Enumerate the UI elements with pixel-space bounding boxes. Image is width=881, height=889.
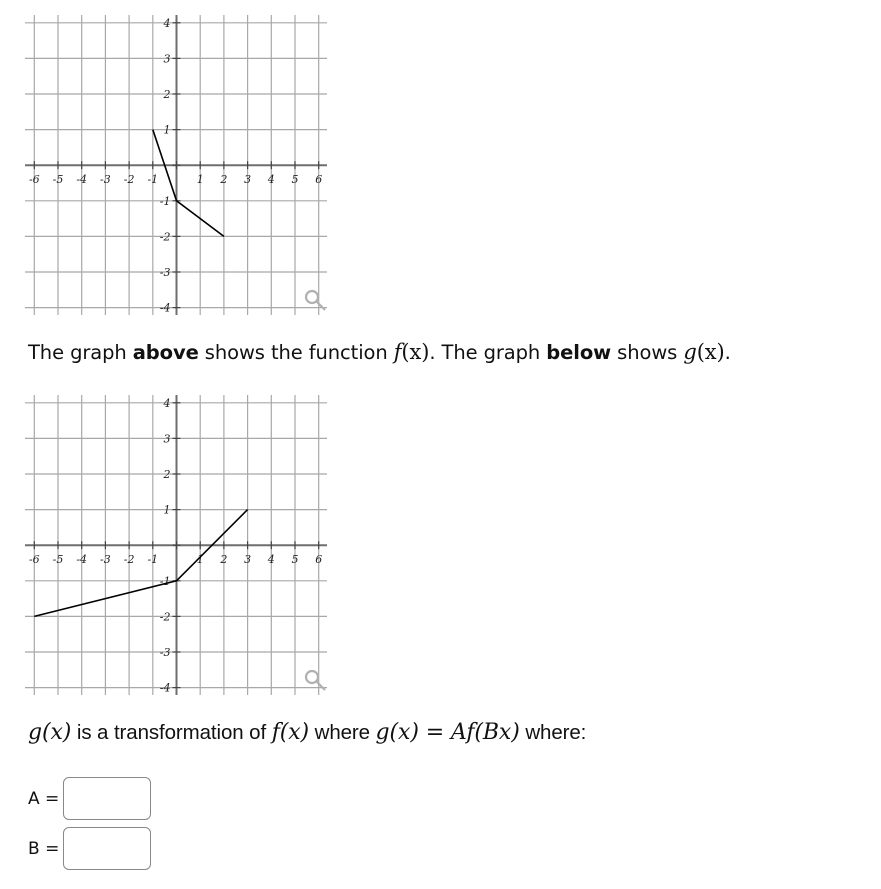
x-tick-label: -5: [52, 553, 64, 567]
x-tick-label: 1: [196, 173, 204, 187]
question-text-part: is a transformation of: [71, 721, 272, 744]
answer-label-a: A =: [28, 788, 60, 809]
math-g-x: [683, 340, 724, 364]
x-tick-label: -2: [123, 173, 135, 187]
answer-label-b: B =: [28, 838, 60, 859]
x-tick-label: -5: [52, 173, 64, 187]
y-tick-label: 2: [163, 468, 171, 481]
y-tick-label: -3: [159, 646, 171, 659]
x-tick-label: 5: [291, 173, 299, 187]
x-tick-label: 4: [267, 553, 275, 567]
y-tick-label: -2: [159, 230, 171, 244]
graph-g-canvas: [0, 380, 340, 710]
math-fn: g: [683, 340, 697, 364]
function-g-curve: [34, 510, 247, 617]
intro-text-part: .: [724, 341, 731, 364]
magnifier-handle: [317, 302, 326, 311]
x-tick-label: 1: [196, 553, 204, 567]
y-tick-label: 1: [163, 123, 171, 137]
y-tick-label: -4: [159, 681, 171, 695]
intro-text: [28, 340, 731, 364]
y-tick-label: 1: [163, 503, 171, 517]
x-tick-label: -4: [76, 553, 88, 567]
intro-bold-below: below: [546, 341, 612, 364]
question-text-part: where: [309, 721, 376, 744]
x-tick-label: -6: [28, 553, 40, 567]
answer-row-a: [28, 777, 151, 820]
x-tick-label: -1: [147, 553, 159, 567]
x-tick-label: 5: [291, 553, 299, 567]
x-tick-label: 4: [267, 173, 275, 187]
math-arg: (x): [696, 340, 725, 364]
magnifier-lens: [306, 671, 318, 683]
x-tick-label: -3: [100, 173, 111, 187]
math-f-x: f(x): [271, 720, 310, 745]
math-fn: f: [393, 340, 402, 364]
magnifier-handle: [317, 682, 326, 691]
magnifier-lens: [306, 291, 318, 303]
y-tick-label: -2: [159, 610, 171, 624]
y-tick-label: -3: [159, 266, 171, 279]
y-tick-label: -1: [159, 194, 171, 208]
x-tick-label: -3: [100, 553, 111, 567]
question-text: [28, 720, 586, 745]
y-tick-label: 3: [163, 432, 171, 446]
answer-input-a[interactable]: [63, 777, 151, 820]
x-tick-label: 3: [244, 553, 252, 567]
intro-text-part: The graph: [28, 341, 133, 364]
y-tick-label: 2: [163, 88, 171, 101]
math-g-x: g(x): [28, 720, 72, 745]
question-text-part: where:: [519, 721, 587, 744]
graph-f-canvas: [0, 0, 340, 330]
x-tick-label: 2: [220, 173, 228, 187]
math-transformation-formula: g(x) = Af(Bx): [375, 720, 520, 745]
x-tick-label: -1: [147, 173, 159, 187]
intro-text-part: shows the function: [198, 341, 394, 364]
answer-input-b[interactable]: [63, 827, 151, 870]
y-tick-label: 3: [163, 52, 171, 66]
y-tick-label: 4: [163, 396, 171, 410]
x-tick-label: 6: [315, 173, 323, 187]
intro-text-part: shows: [611, 341, 684, 364]
x-tick-label: -4: [76, 173, 88, 187]
x-tick-label: -2: [123, 553, 135, 567]
x-tick-label: 3: [244, 173, 252, 187]
function-f-curve: [153, 130, 224, 237]
x-tick-label: -6: [28, 173, 40, 187]
graph-f: [0, 0, 340, 330]
y-tick-label: 4: [163, 16, 171, 30]
x-tick-label: 2: [220, 553, 228, 567]
y-tick-label: -1: [159, 574, 171, 588]
graph-g: [0, 380, 340, 710]
math-arg: (x): [401, 340, 430, 364]
math-f-x: [394, 340, 430, 364]
x-tick-label: 6: [315, 553, 323, 567]
intro-text-part: . The graph: [429, 341, 547, 364]
intro-bold-above: above: [132, 341, 199, 364]
y-tick-label: -4: [159, 301, 171, 315]
answer-row-b: [28, 827, 151, 870]
